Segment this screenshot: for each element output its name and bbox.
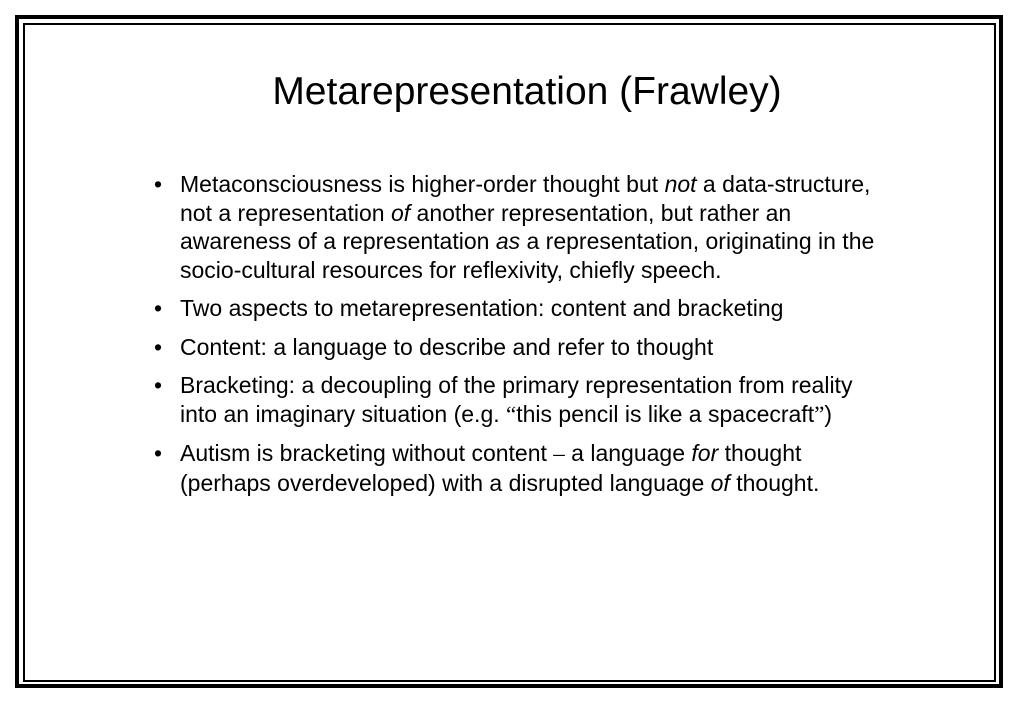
bullet-icon: •: [154, 171, 163, 197]
close-quote: ”: [814, 401, 825, 427]
bullet-content: [150, 333, 890, 362]
bullet-text: thought (perhaps overdeveloped) with a disrupted language: [180, 440, 802, 496]
bullet-icon: •: [154, 372, 163, 398]
bullet-icon: •: [154, 333, 163, 360]
emphasis-of: of: [710, 469, 730, 496]
bullet-autism: [150, 439, 890, 497]
bullet-text: Bracketing: a decoupling of the primary representation from reality into an imaginary situation (e.g.: [180, 372, 853, 427]
bullet-text: a data-structure, not a representation: [180, 171, 871, 226]
bullet-text: ): [824, 400, 832, 427]
bullet-icon: •: [154, 295, 163, 321]
bullet-two-aspects: [150, 294, 890, 323]
bullet-text: a representation, originating in the socio-cultural resources for reflexivity, chiefly speech.: [180, 228, 875, 283]
bullet-icon: •: [154, 440, 163, 466]
bullet-text: Content: a language to describe and refer to thought: [180, 333, 714, 360]
emphasis-for: for: [691, 440, 719, 466]
bullet-text: a language: [564, 440, 692, 466]
emphasis-as: as: [495, 228, 521, 254]
en-dash: –: [553, 441, 565, 466]
emphasis-not: not: [664, 171, 697, 197]
bullet-bracketing: [150, 371, 890, 429]
open-quote: “: [506, 401, 517, 427]
bullet-text: another representation, but rather an awareness of a representation: [180, 199, 792, 254]
bullet-text: Two aspects to metarepresentation: content and bracketing: [180, 295, 784, 321]
bullet-text: Metaconsciousness is higher-order thought but: [180, 171, 665, 197]
bullet-metaconsciousness: [150, 170, 890, 284]
bullet-text: thought.: [729, 469, 820, 496]
emphasis-of: of: [390, 199, 411, 226]
bullet-list: [150, 170, 890, 507]
bullet-text: this pencil is like a spacecraft: [516, 400, 815, 427]
bullet-text: Autism is bracketing without content: [180, 440, 554, 466]
slide-title: Metarepresentation (Frawley): [272, 70, 782, 113]
